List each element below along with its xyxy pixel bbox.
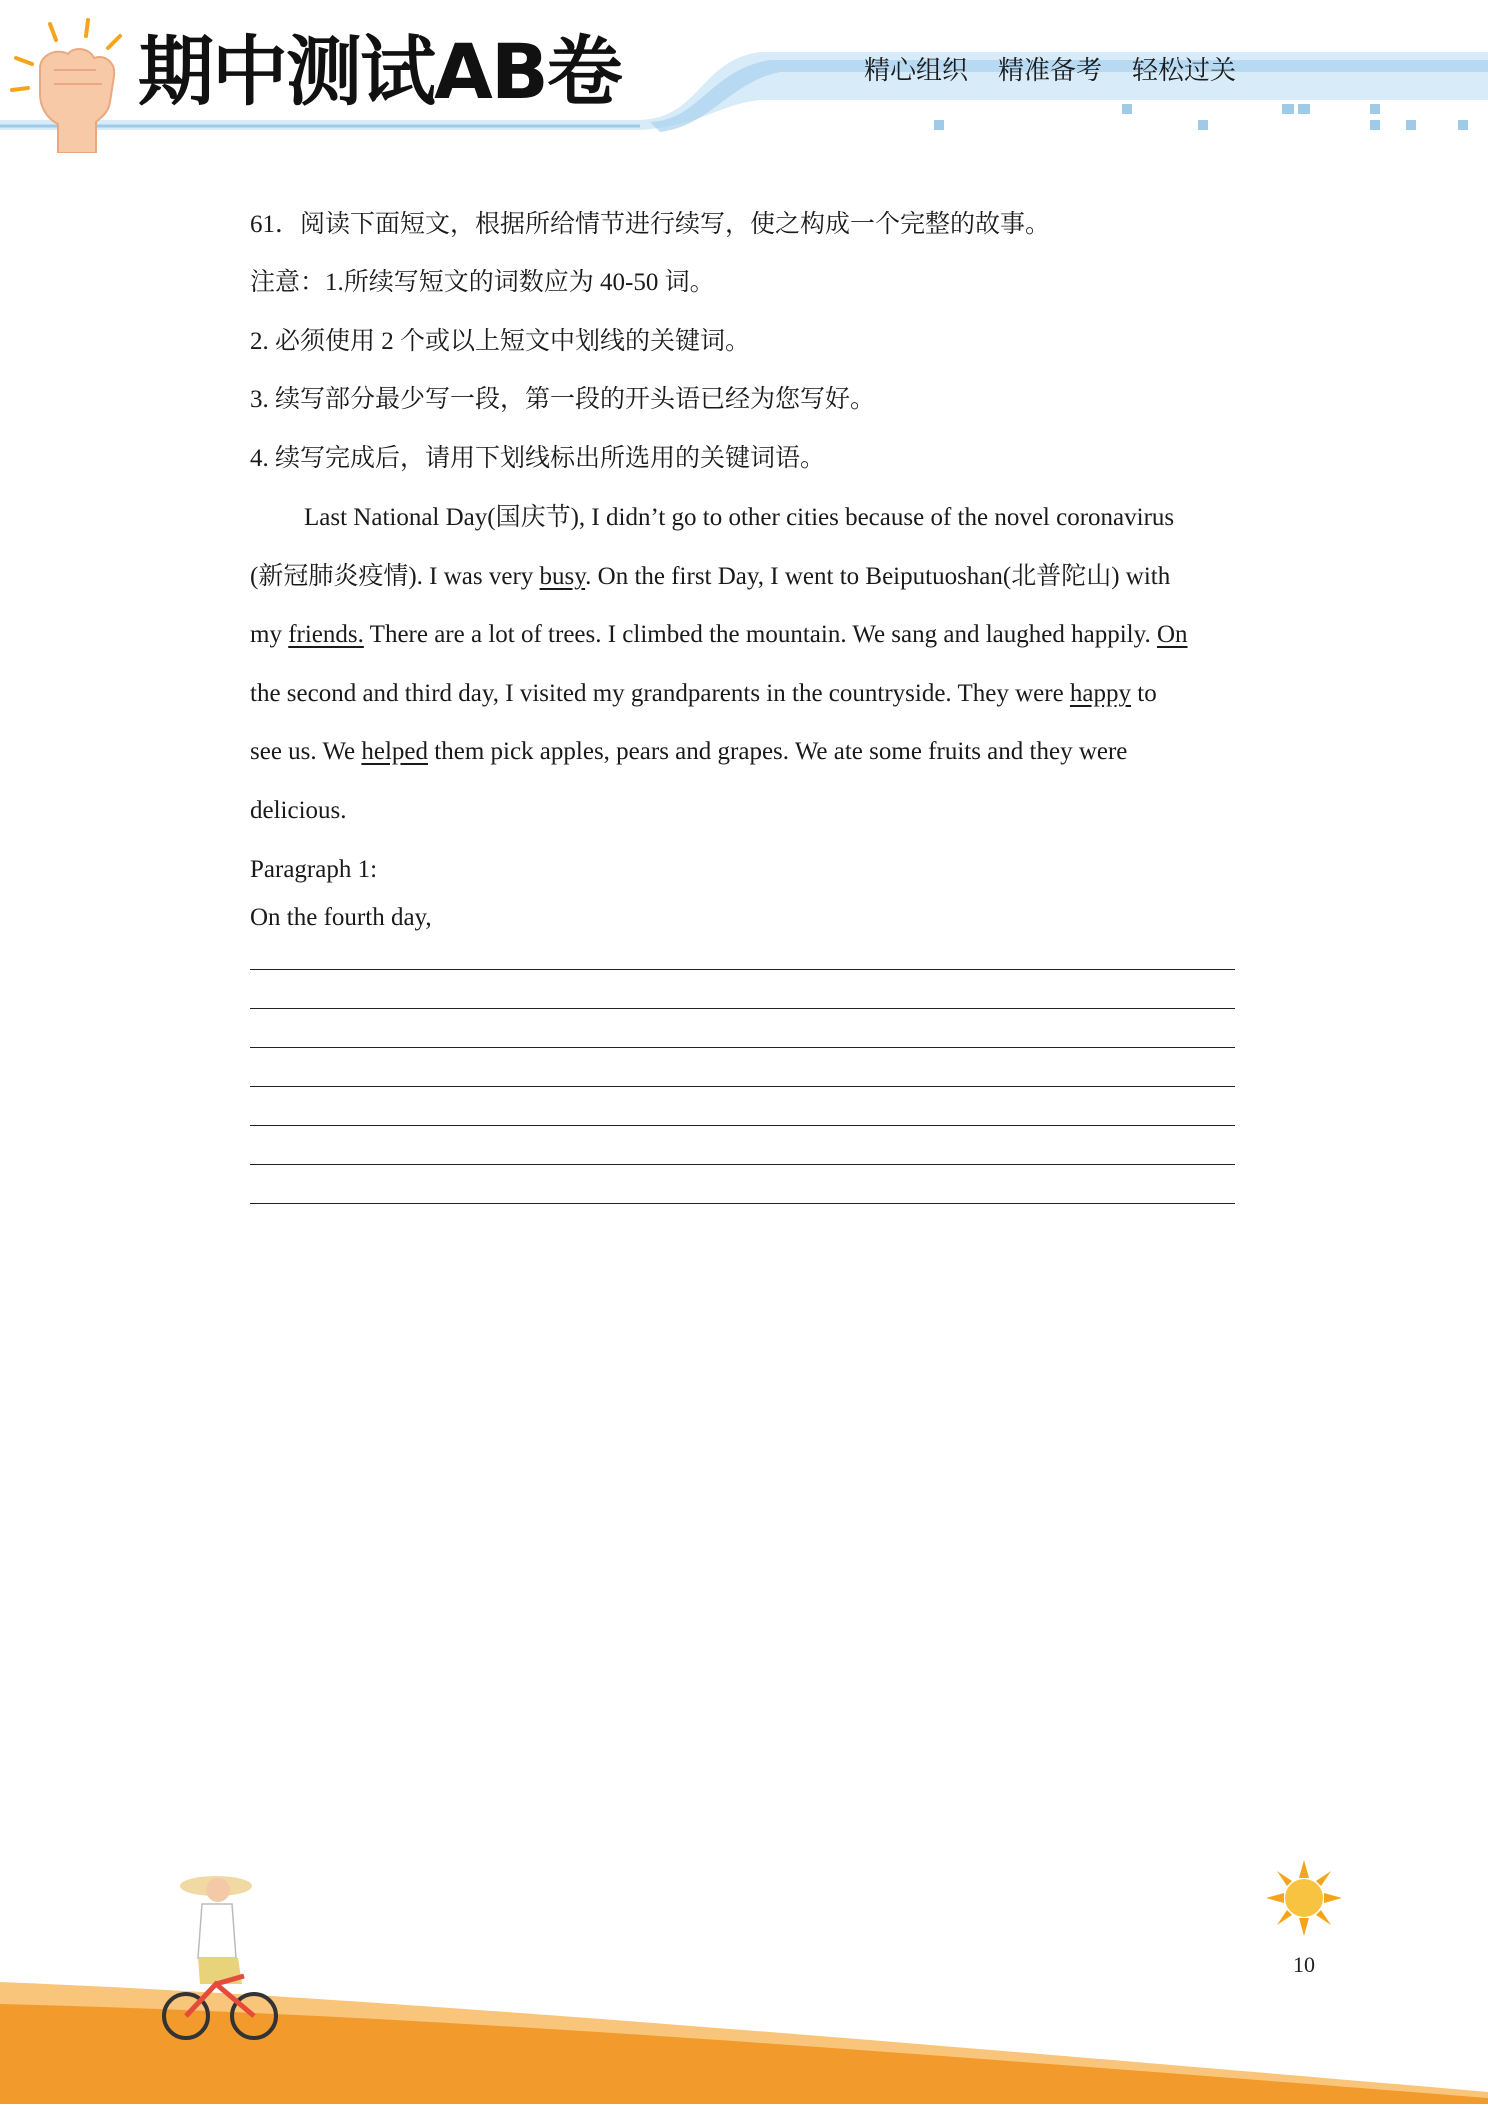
slogan-1: 精心组织 [864,56,969,86]
passage-line-1: Last National Day(国庆节), I didn’t go to other cities because of the novel coronavirus [304,504,1175,531]
slogan-3: 轻松过关 [1132,56,1237,86]
keyword-friends: friends. [288,621,364,648]
answer-line[interactable] [250,1047,1235,1048]
fist-icon [10,18,140,153]
note-2: 2. 必须使用 2 个或以上短文中划线的关键词。 [250,328,751,355]
question-prompt: 61．阅读下面短文，根据所给情节进行续写，使之构成一个完整的故事。 [250,211,1051,238]
note-4: 4. 续写完成后，请用下划线标出所选用的关键词语。 [250,445,826,472]
paragraph-opening: On the fourth day, [250,904,432,931]
answer-line[interactable] [250,1203,1235,1204]
answer-line[interactable] [250,1008,1235,1009]
passage-line-2: (新冠肺炎疫情). I was very busy. On the first Day, I went to Beiputuoshan(北普陀山) with [250,563,1171,590]
keyword-helped: helped [361,738,429,765]
cyclist-icon [158,1858,288,2048]
answer-line[interactable] [250,1125,1235,1126]
answer-line[interactable] [250,1086,1235,1087]
passage-line-3: my friends. There are a lot of trees. I climbed the mountain. We sang and laughed happily. On [250,621,1188,648]
page-header [0,0,1488,150]
note-1: 注意：1.所续写短文的词数应为 40-50 词。 [250,269,715,296]
answer-line[interactable] [250,1164,1235,1165]
sun-icon [1266,1860,1342,1936]
page-title: 期中测试AB卷 [138,27,621,116]
slogan-2: 精准备考 [998,56,1103,86]
page-footer [0,1864,1488,2104]
passage-line-6: delicious. [250,797,347,824]
note-3: 3. 续写部分最少写一段，第一段的开头语已经为您写好。 [250,386,876,413]
passage-line-4: the second and third day, I visited my grandparents in the countryside. They were happy to [250,680,1157,707]
keyword-busy: busy [539,563,586,590]
page-number: 10 [1293,1952,1315,1977]
passage-line-5: see us. We helped them pick apples, pears and grapes. We ate some fruits and they were [250,738,1128,765]
answer-line[interactable] [250,969,1235,970]
header-slogans [864,50,1236,87]
keyword-happy: happy [1069,680,1132,707]
paragraph-label: Paragraph 1: [250,856,378,883]
keyword-on: On [1156,621,1188,648]
